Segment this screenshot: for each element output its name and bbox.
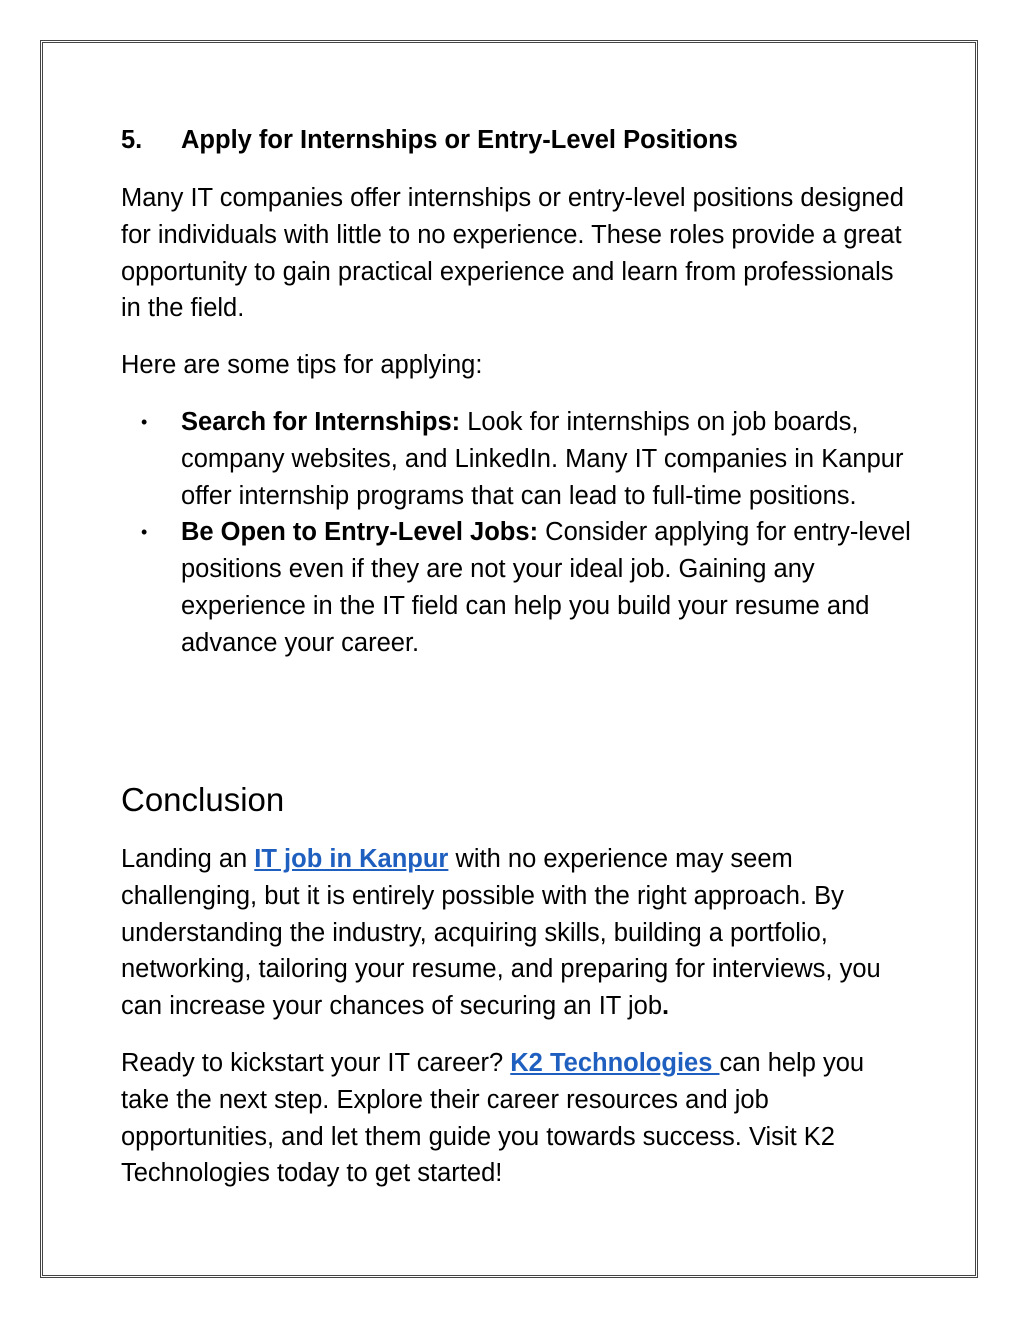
section-content — [121, 118, 911, 662]
cta-paragraph — [121, 1045, 911, 1192]
conclusion-text: Landing an — [121, 845, 255, 873]
tip-text: Look for internships on job boards, company websites, and LinkedIn. Many IT companies in Kanpur offer internship programs that can lead to full-time positions. — [181, 407, 904, 510]
conclusion-heading: Conclusion — [121, 781, 285, 818]
section-title: Apply for Internships or Entry-Level Positions — [181, 125, 738, 154]
tip-text: Consider applying for entry-level positions even if they are not your ideal job. Gaining any experience in the IT field can help you build your resume and advance your career. — [181, 518, 911, 657]
section-heading — [121, 118, 911, 162]
it-job-kanpur-link[interactable]: IT job in Kanpur — [254, 845, 449, 873]
tip-label: Search for Internships: — [181, 407, 461, 436]
k2-technologies-link[interactable]: K2 Technologies — [510, 1048, 720, 1077]
conclusion-paragraph — [121, 841, 911, 1025]
conclusion-text: with no experience may seem challenging, but it is entirely possible with the right approach. By understanding the industry, acquiring skills, building a portfolio, networking, tailoring your resume, and preparing for interviews, you can increase your chances of securing an IT job — [121, 845, 881, 1021]
list-item — [121, 404, 911, 514]
conclusion-content — [121, 841, 911, 1192]
bullet-icon: • — [141, 411, 148, 432]
cta-text: Ready to kickstart your IT career? — [121, 1048, 511, 1077]
list-item — [121, 514, 911, 661]
section-number: 5. — [121, 125, 143, 154]
tips-lead: Here are some tips for applying: — [121, 351, 483, 380]
cta-text: can help you take the next step. Explore their career resources and job opportunities, and let them guide you towards success. Visit K2 Technologies today to get started! — [121, 1048, 865, 1188]
tip-label: Be Open to Entry-Level Jobs: — [181, 518, 539, 547]
conclusion-period: . — [662, 992, 670, 1021]
section-intro: Many IT companies offer internships or entry-level positions designed for individuals with little to no experience. These roles provide a great opportunity to gain practical experience and learn from professionals in the field. — [121, 184, 904, 323]
tips-list — [121, 404, 911, 662]
bullet-icon: • — [141, 522, 148, 543]
